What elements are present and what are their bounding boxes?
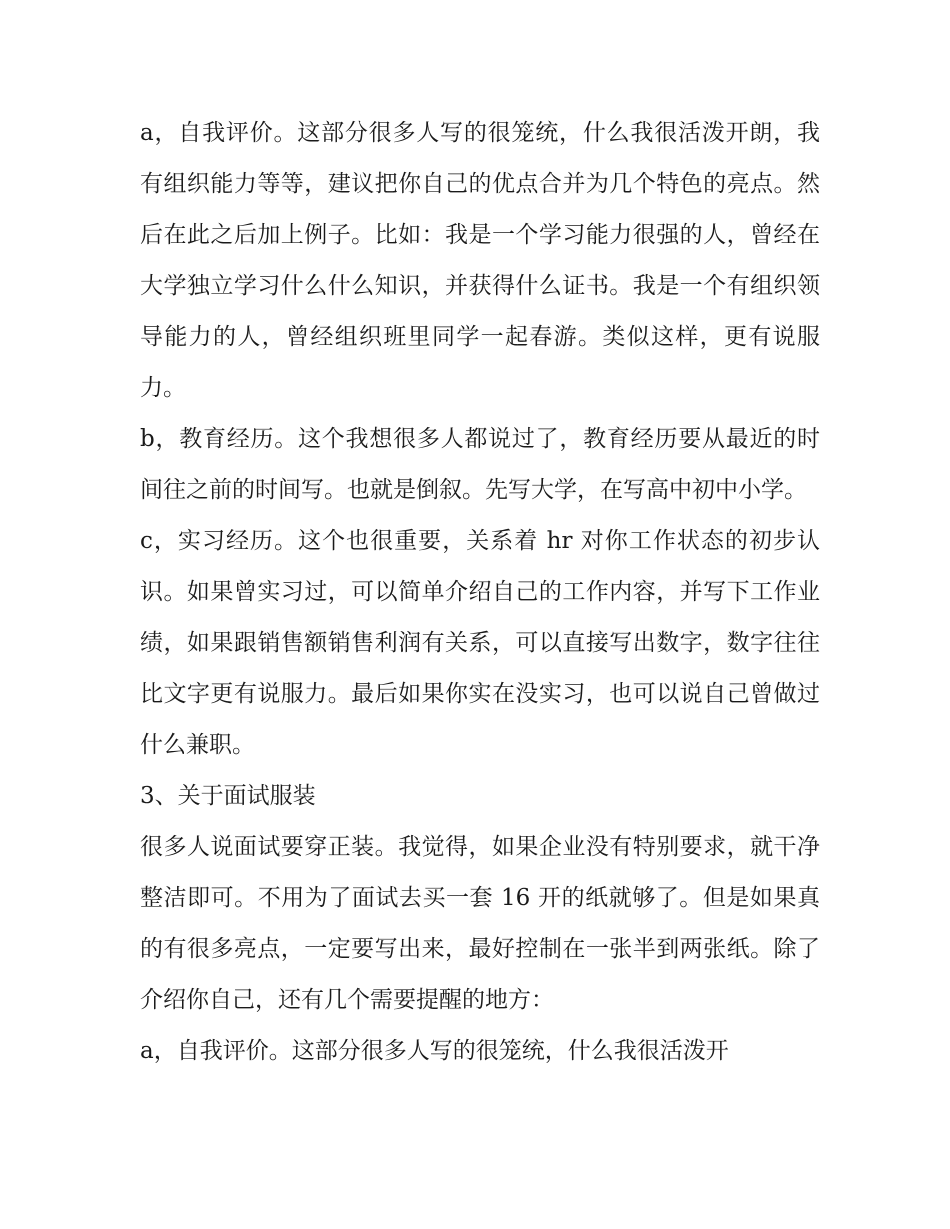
paragraph-internship: c，实习经历。这个也很重要，关系着 hr 对你工作状态的初步认识。如果曾实习过，可以简单介绍自己的工作内容，并写下工作业绩，如果跟销售额销售利润有关系，可以直接写出数字，数字往往比文字更有说服力。最后如果你实在没实习，也可以说自己曾做过什么兼职。 [140,528,820,758]
paragraph-interview-attire: 很多人说面试要穿正装。我觉得，如果企业没有特别要求，就干净整洁即可。不用为了面试去买一套 16 开的纸就够了。但是如果真的有很多亮点，一定要写出来，最好控制在一张半到两张纸。除了介绍你自己，还有几个需要提醒的地方： [140,834,820,1013]
paragraph-education: b，教育经历。这个我想很多人都说过了，教育经历要从最近的时间往之前的时间写。也就是倒叙。先写大学，在写高中初中小学。 [140,426,820,503]
section-heading-interview-attire: 3、关于面试服装 [140,783,316,809]
paragraph-self-evaluation: a，自我评价。这部分很多人写的很笼统，什么我很活泼开朗，我有组织能力等等，建议把你自己的优点合并为几个特色的亮点。然后在此之后加上例子。比如：我是一个学习能力很强的人，曾经在大学独立学习什么什么知识，并获得什么证书。我是一个有组织领导能力的人，曾经组织班里同学一起春游。类似这样，更有说服力。 [140,120,820,401]
paragraph-self-evaluation-repeat: a，自我评价。这部分很多人写的很笼统，什么我很活泼开 [140,1038,729,1064]
document-body [140,108,820,1077]
